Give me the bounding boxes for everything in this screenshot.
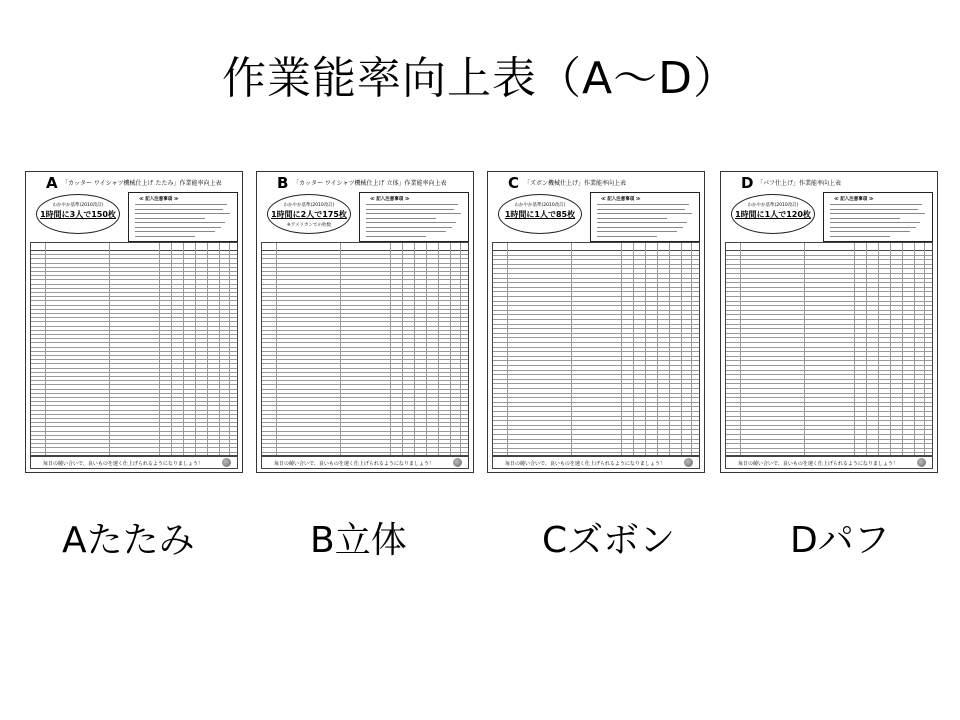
note-line [830,209,918,210]
table-column-line [878,243,879,455]
notes-box [359,192,469,242]
standard-oval [731,194,815,234]
table-column-line [902,243,903,455]
caption-d: Dパフ [790,520,890,561]
table-column-line [645,243,646,455]
table-column-line [669,243,670,455]
table-column-line [621,243,622,455]
table-column-line [340,243,341,455]
note-line [830,204,922,205]
notes-title: ≪ 記入注意事項 ≫ [139,197,179,202]
table-column-line [804,243,805,455]
table-column-line [438,243,439,455]
sheet-b-preview [256,171,474,473]
note-line [366,204,458,205]
sheet-a-preview [25,171,243,473]
note-line [830,218,900,219]
sheet-letter: B [277,174,289,192]
standard-target: 1時間に1人で120枚 [735,210,811,219]
note-line [135,231,215,232]
caption-a: Aたたみ [62,520,195,561]
note-line [597,209,685,210]
table-column-line [45,243,46,455]
note-line [830,213,925,214]
record-table [261,242,469,456]
table-column-line [633,243,634,455]
sheet-header [261,174,469,190]
sheet-header [30,174,238,190]
sheet-letter: A [46,174,58,192]
note-line [830,222,920,223]
table-column-line [276,243,277,455]
note-line [135,209,223,210]
note-line [366,213,461,214]
table-column-line [571,243,572,455]
notes-title: ≪ 記入注意事項 ≫ [370,197,410,202]
standard-target: 1時間に3人で150枚 [40,210,116,219]
note-line [597,236,657,237]
table-column-line [414,243,415,455]
footer-message: 毎日の競い合いで、良いものを速く仕上げられるようになりましょう！ [274,460,434,467]
sheet-header [492,174,700,190]
slide-title: 作業能率向上表（A～D） [222,53,738,104]
table-column-line [924,243,925,455]
note-line [135,213,230,214]
note-line [597,227,683,228]
footer-message: 毎日の競い合いで、良いものを速く仕上げられるようになりましょう！ [43,460,203,467]
standard-label: わかやか基準(2010改訂) [747,203,799,208]
table-column-line [390,243,391,455]
note-line [135,218,205,219]
note-line [135,236,195,237]
note-line [135,227,221,228]
notes-box [590,192,700,242]
table-column-line [171,243,172,455]
record-table [30,242,238,456]
record-table [492,242,700,456]
note-line [597,231,677,232]
table-column-line [207,243,208,455]
sheet-d-preview [720,171,938,473]
notes-box [128,192,238,242]
note-line [135,222,225,223]
caption-b: B立体 [310,520,407,561]
sheet-title: 「パフ仕上げ」作業能率向上表 [757,180,842,187]
sheet-title: 「カッター ワイシャツ機械仕上げ 立体」作業能率向上表 [293,180,447,187]
table-column-line [854,243,855,455]
footer-message: 毎日の競い合いで、良いものを速く仕上げられるようになりましょう！ [505,460,665,467]
standard-label: わかやか基準(2010改訂) [52,203,104,208]
notes-title: ≪ 記入注意事項 ≫ [834,197,874,202]
sheet-title: 「カッター ワイシャツ機械仕上げ たたみ」作業能率向上表 [62,180,222,187]
table-column-line [691,243,692,455]
note-line [597,218,667,219]
caption-c: Cズボン [542,520,676,561]
notes-title: ≪ 記入注意事項 ≫ [601,197,641,202]
standard-oval [36,194,120,234]
note-line [597,204,689,205]
note-line [366,218,436,219]
note-line [597,213,692,214]
standard-oval [267,194,351,234]
footer-message: 毎日の競い合いで、良いものを速く仕上げられるようになりましょう！ [738,460,898,467]
table-column-line [681,243,682,455]
standard-label: わかやか基準(2010改訂) [514,203,566,208]
standard-target: 1時間に1人で85枚 [504,210,576,219]
standard-label: わかやか基準(2010改訂) [283,203,335,208]
table-column-line [740,243,741,455]
standard-target: 1時間に2人で175枚 [271,210,347,219]
record-table [725,242,933,456]
note-line [366,209,454,210]
note-line [366,222,456,223]
table-column-line [402,243,403,455]
note-line [366,236,426,237]
note-line [830,231,910,232]
footer-bar [725,456,933,469]
mascot-icon [222,458,231,467]
note-line [597,222,687,223]
table-column-line [460,243,461,455]
note-line [135,204,227,205]
table-column-line [426,243,427,455]
footer-bar [30,456,238,469]
table-column-line [219,243,220,455]
standard-note: ※アメリカンでの枚数 [287,223,331,228]
mascot-icon [917,458,926,467]
table-column-line [195,243,196,455]
table-column-line [657,243,658,455]
note-line [830,227,916,228]
notes-box [823,192,933,242]
mascot-icon [684,458,693,467]
table-column-line [109,243,110,455]
note-line [366,231,446,232]
table-column-line [229,243,230,455]
table-column-line [914,243,915,455]
note-line [830,236,890,237]
sheet-c-preview [487,171,705,473]
standard-oval [498,194,582,234]
table-column-line [507,243,508,455]
table-column-line [159,243,160,455]
note-line [366,227,452,228]
table-column-line [183,243,184,455]
table-column-line [890,243,891,455]
sheet-header [725,174,933,190]
mascot-icon [453,458,462,467]
table-column-line [450,243,451,455]
footer-bar [492,456,700,469]
sheet-title: 「ズボン機械仕上げ」作業能率向上表 [524,180,627,187]
sheet-letter: D [741,174,754,192]
table-column-line [866,243,867,455]
footer-bar [261,456,469,469]
sheet-letter: C [508,174,520,192]
